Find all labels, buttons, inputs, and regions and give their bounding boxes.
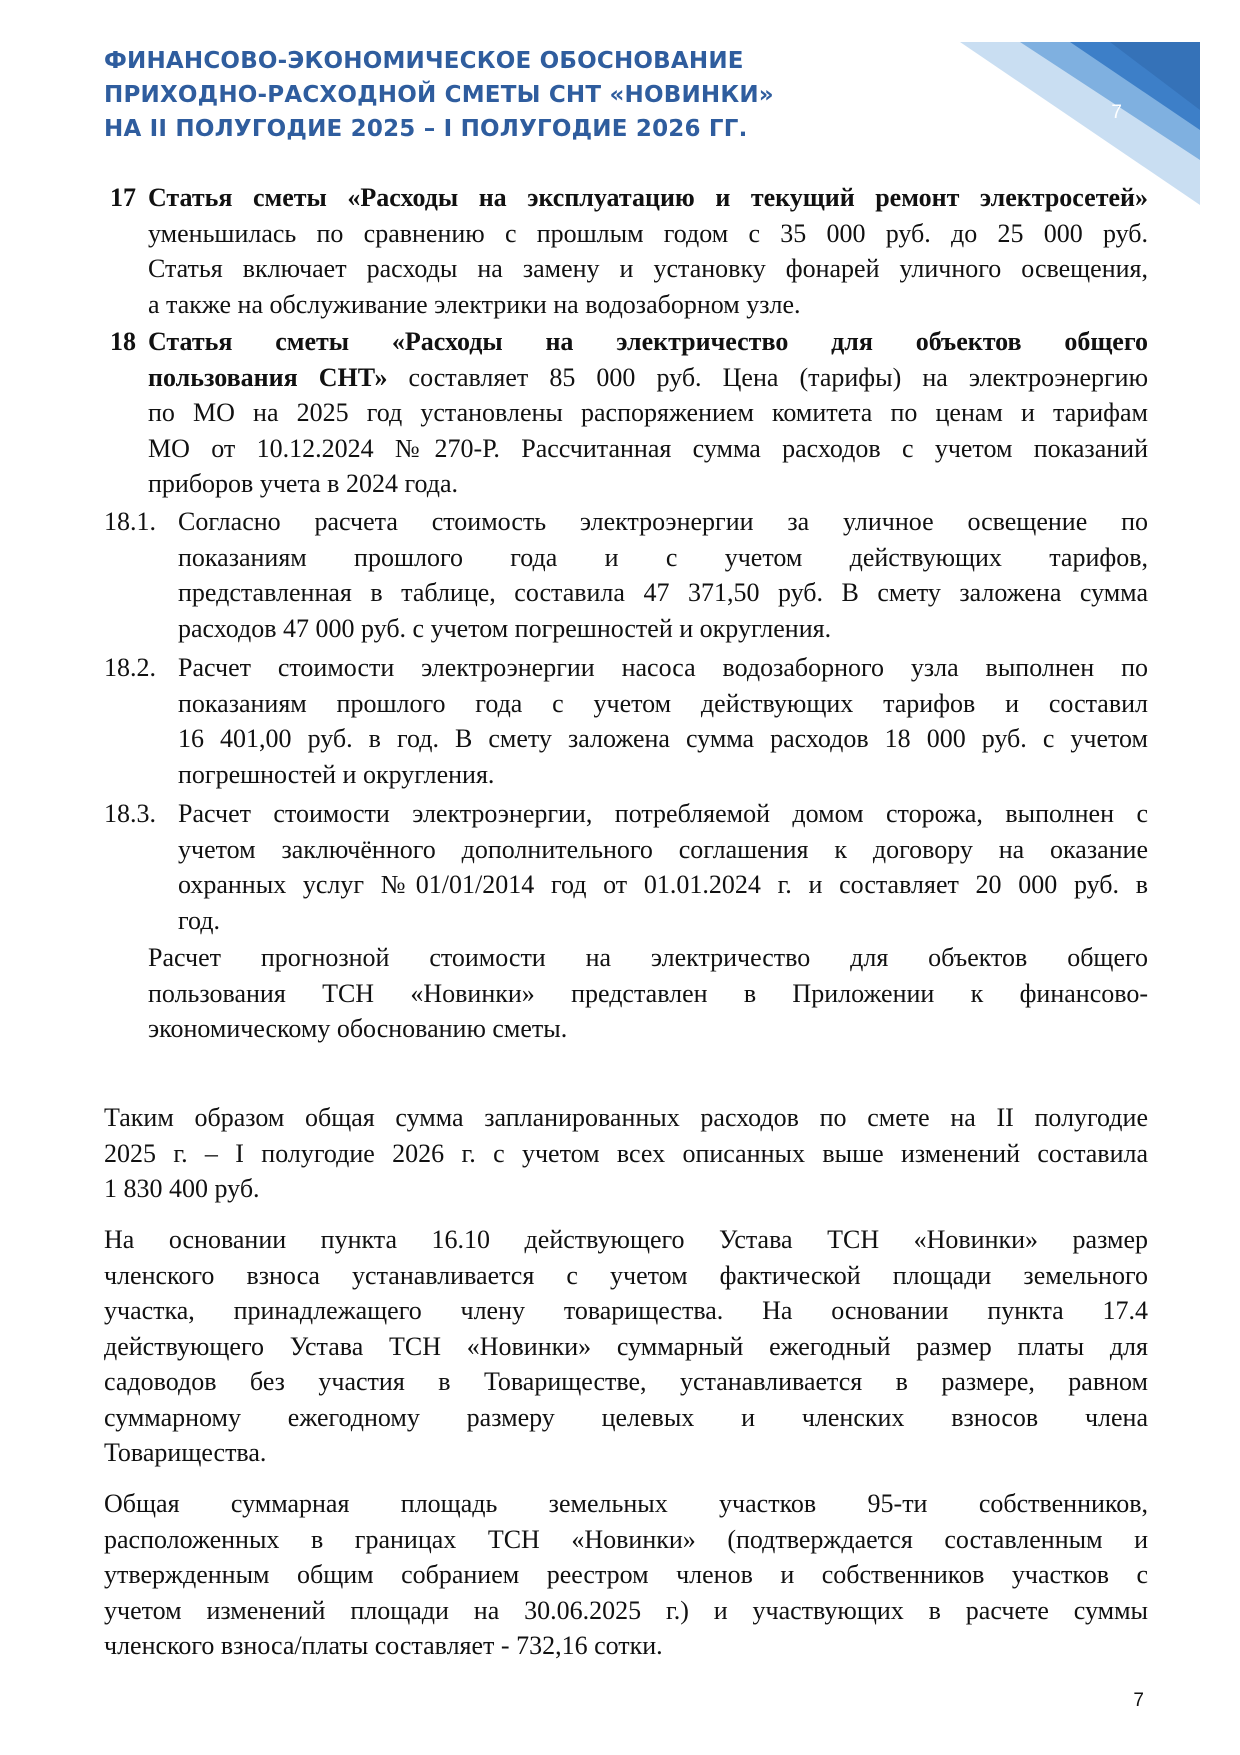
- subitem-line: погрешностей и округления.: [178, 759, 495, 789]
- subitem-line: расходов 47 000 руб. с учетом погрешностей и округления.: [178, 613, 832, 643]
- item-line: приборов учета в 2024 года.: [148, 469, 458, 498]
- subitem-line: Согласно расчета стоимость электроэнергии за уличное освещение по: [178, 507, 1148, 536]
- subitem-number: 18.2.: [104, 653, 156, 682]
- subitem-line: показаниям прошлого года и с учетом действующих тарифов,: [178, 542, 1148, 572]
- subitem-line: показаниям прошлого года с учетом действующих тарифов и составил: [178, 688, 1148, 718]
- paragraph-line: утвержденным общим собранием реестром членов и собственников участков с: [104, 1560, 1148, 1589]
- paragraph-line: членского взноса/платы составляет - 732,16 сотки.: [104, 1631, 663, 1660]
- note-paragraph: [148, 940, 1148, 1047]
- paragraph-line: Общая суммарная площадь земельных участков 95-ти собственников,: [104, 1489, 1148, 1518]
- header-title-line: ПРИХОДНО-РАСХОДНОЙ СМЕТЫ СНТ «НОВИНКИ»: [104, 82, 774, 108]
- footer-page-number: 7: [1133, 1690, 1144, 1711]
- list-item-17: [110, 180, 1148, 322]
- item-line-bold-part: пользования СНТ»: [148, 362, 388, 392]
- item-line-rest: составляет 85 000 руб. Цена (тарифы) на электроэнергию: [387, 362, 1149, 392]
- subitem-line: учетом заключённого дополнительного соглашения к договору на оказание: [178, 834, 1148, 864]
- page-header-title: [104, 44, 824, 146]
- header-page-number: 7: [1111, 102, 1122, 123]
- item-number: 18: [110, 327, 136, 356]
- header-title-line: НА II ПОЛУГОДИЕ 2025 – I ПОЛУГОДИЕ 2026 ГГ.: [104, 116, 748, 142]
- item-line: МО от 10.12.2024 №270-Р. Рассчитанная сумма расходов с учетом показаний: [148, 433, 1148, 463]
- charter-paragraph: [104, 1222, 1148, 1471]
- item-line: по МО на 2025 год установлены распоряжением комитета по ценам и тарифам: [148, 398, 1148, 427]
- paragraph-line: Товарищества.: [104, 1438, 267, 1467]
- paragraph-line: садоводов без участия в Товариществе, устанавливается в размере, равном: [104, 1367, 1148, 1396]
- subitem-18-2: [104, 650, 1148, 792]
- paragraph-line: суммарному ежегодному размеру целевых и членских взносов члена: [104, 1402, 1148, 1432]
- paragraph-line: 1 830 400 руб.: [104, 1174, 260, 1203]
- paragraph-line: 2025 г. – I полугодие 2026 г. с учетом всех описанных выше изменений составила: [104, 1138, 1148, 1168]
- item-line: уменьшилась по сравнению с прошлым годом с 35 000 руб. до 25 000 руб.: [148, 218, 1148, 248]
- item-line: [148, 360, 1148, 396]
- subitem-18-1: [104, 504, 1148, 646]
- paragraph-line: учетом изменений площади на 30.06.2025 г.) и участвующих в расчете суммы: [104, 1595, 1148, 1625]
- area-paragraph: [104, 1486, 1148, 1664]
- header-title-line: ФИНАНСОВО-ЭКОНОМИЧЕСКОЕ ОБОСНОВАНИЕ: [104, 48, 744, 74]
- item-line: Статья сметы «Расходы на эксплуатацию и текущий ремонт электросетей»: [148, 183, 1148, 212]
- paragraph-line: членского взноса устанавливается с учетом фактической площади земельного: [104, 1260, 1148, 1290]
- paragraph-line: действующего Устава ТСН «Новинки» суммарный ежегодный размер платы для: [104, 1331, 1148, 1361]
- item-line: а также на обслуживание электрики на водозаборном узле.: [148, 289, 801, 319]
- paragraph-line: Таким образом общая сумма запланированных расходов по смете на II полугодие: [104, 1103, 1148, 1132]
- subitem-number: 18.1.: [104, 507, 156, 536]
- subitem-number: 18.3.: [104, 799, 156, 828]
- subitem-line: 16 401,00 руб. в год. В смету заложена сумма расходов 18 000 руб. с учетом: [178, 724, 1148, 753]
- summary-paragraph: [104, 1100, 1148, 1207]
- item-line: Статья включает расходы на замену и установку фонарей уличного освещения,: [148, 254, 1148, 283]
- subitem-18-3: [104, 796, 1148, 938]
- subitem-line: Расчет стоимости электроэнергии, потребляемой домом сторожа, выполнен с: [178, 799, 1148, 828]
- subitem-line: представленная в таблице, составила 47 371,50 руб. В смету заложена сумма: [178, 578, 1148, 607]
- item-line: Статья сметы «Расходы на электричество для объектов общего: [148, 327, 1148, 356]
- subitem-line: год.: [178, 905, 220, 935]
- note-line: Расчет прогнозной стоимости на электричество для объектов общего: [148, 943, 1148, 972]
- paragraph-line: На основании пункта 16.10 действующего Устава ТСН «Новинки» размер: [104, 1225, 1148, 1254]
- subitem-line: Расчет стоимости электроэнергии насоса водозаборного узла выполнен по: [178, 653, 1148, 682]
- note-line: пользования ТСН «Новинки» представлен в Приложении к финансово-: [148, 978, 1148, 1008]
- list-item-18: [110, 324, 1149, 502]
- note-line: экономическому обоснованию сметы.: [148, 1014, 568, 1043]
- paragraph-line: расположенных в границах ТСН «Новинки» (подтверждается составленным и: [104, 1524, 1148, 1554]
- paragraph-line: участка, принадлежащего члену товарищества. На основании пункта 17.4: [104, 1296, 1148, 1325]
- subitem-line: охранных услуг №01/01/2014 год от 01.01.2024 г. и составляет 20 000 руб. в: [178, 870, 1148, 899]
- item-number: 17: [110, 183, 136, 212]
